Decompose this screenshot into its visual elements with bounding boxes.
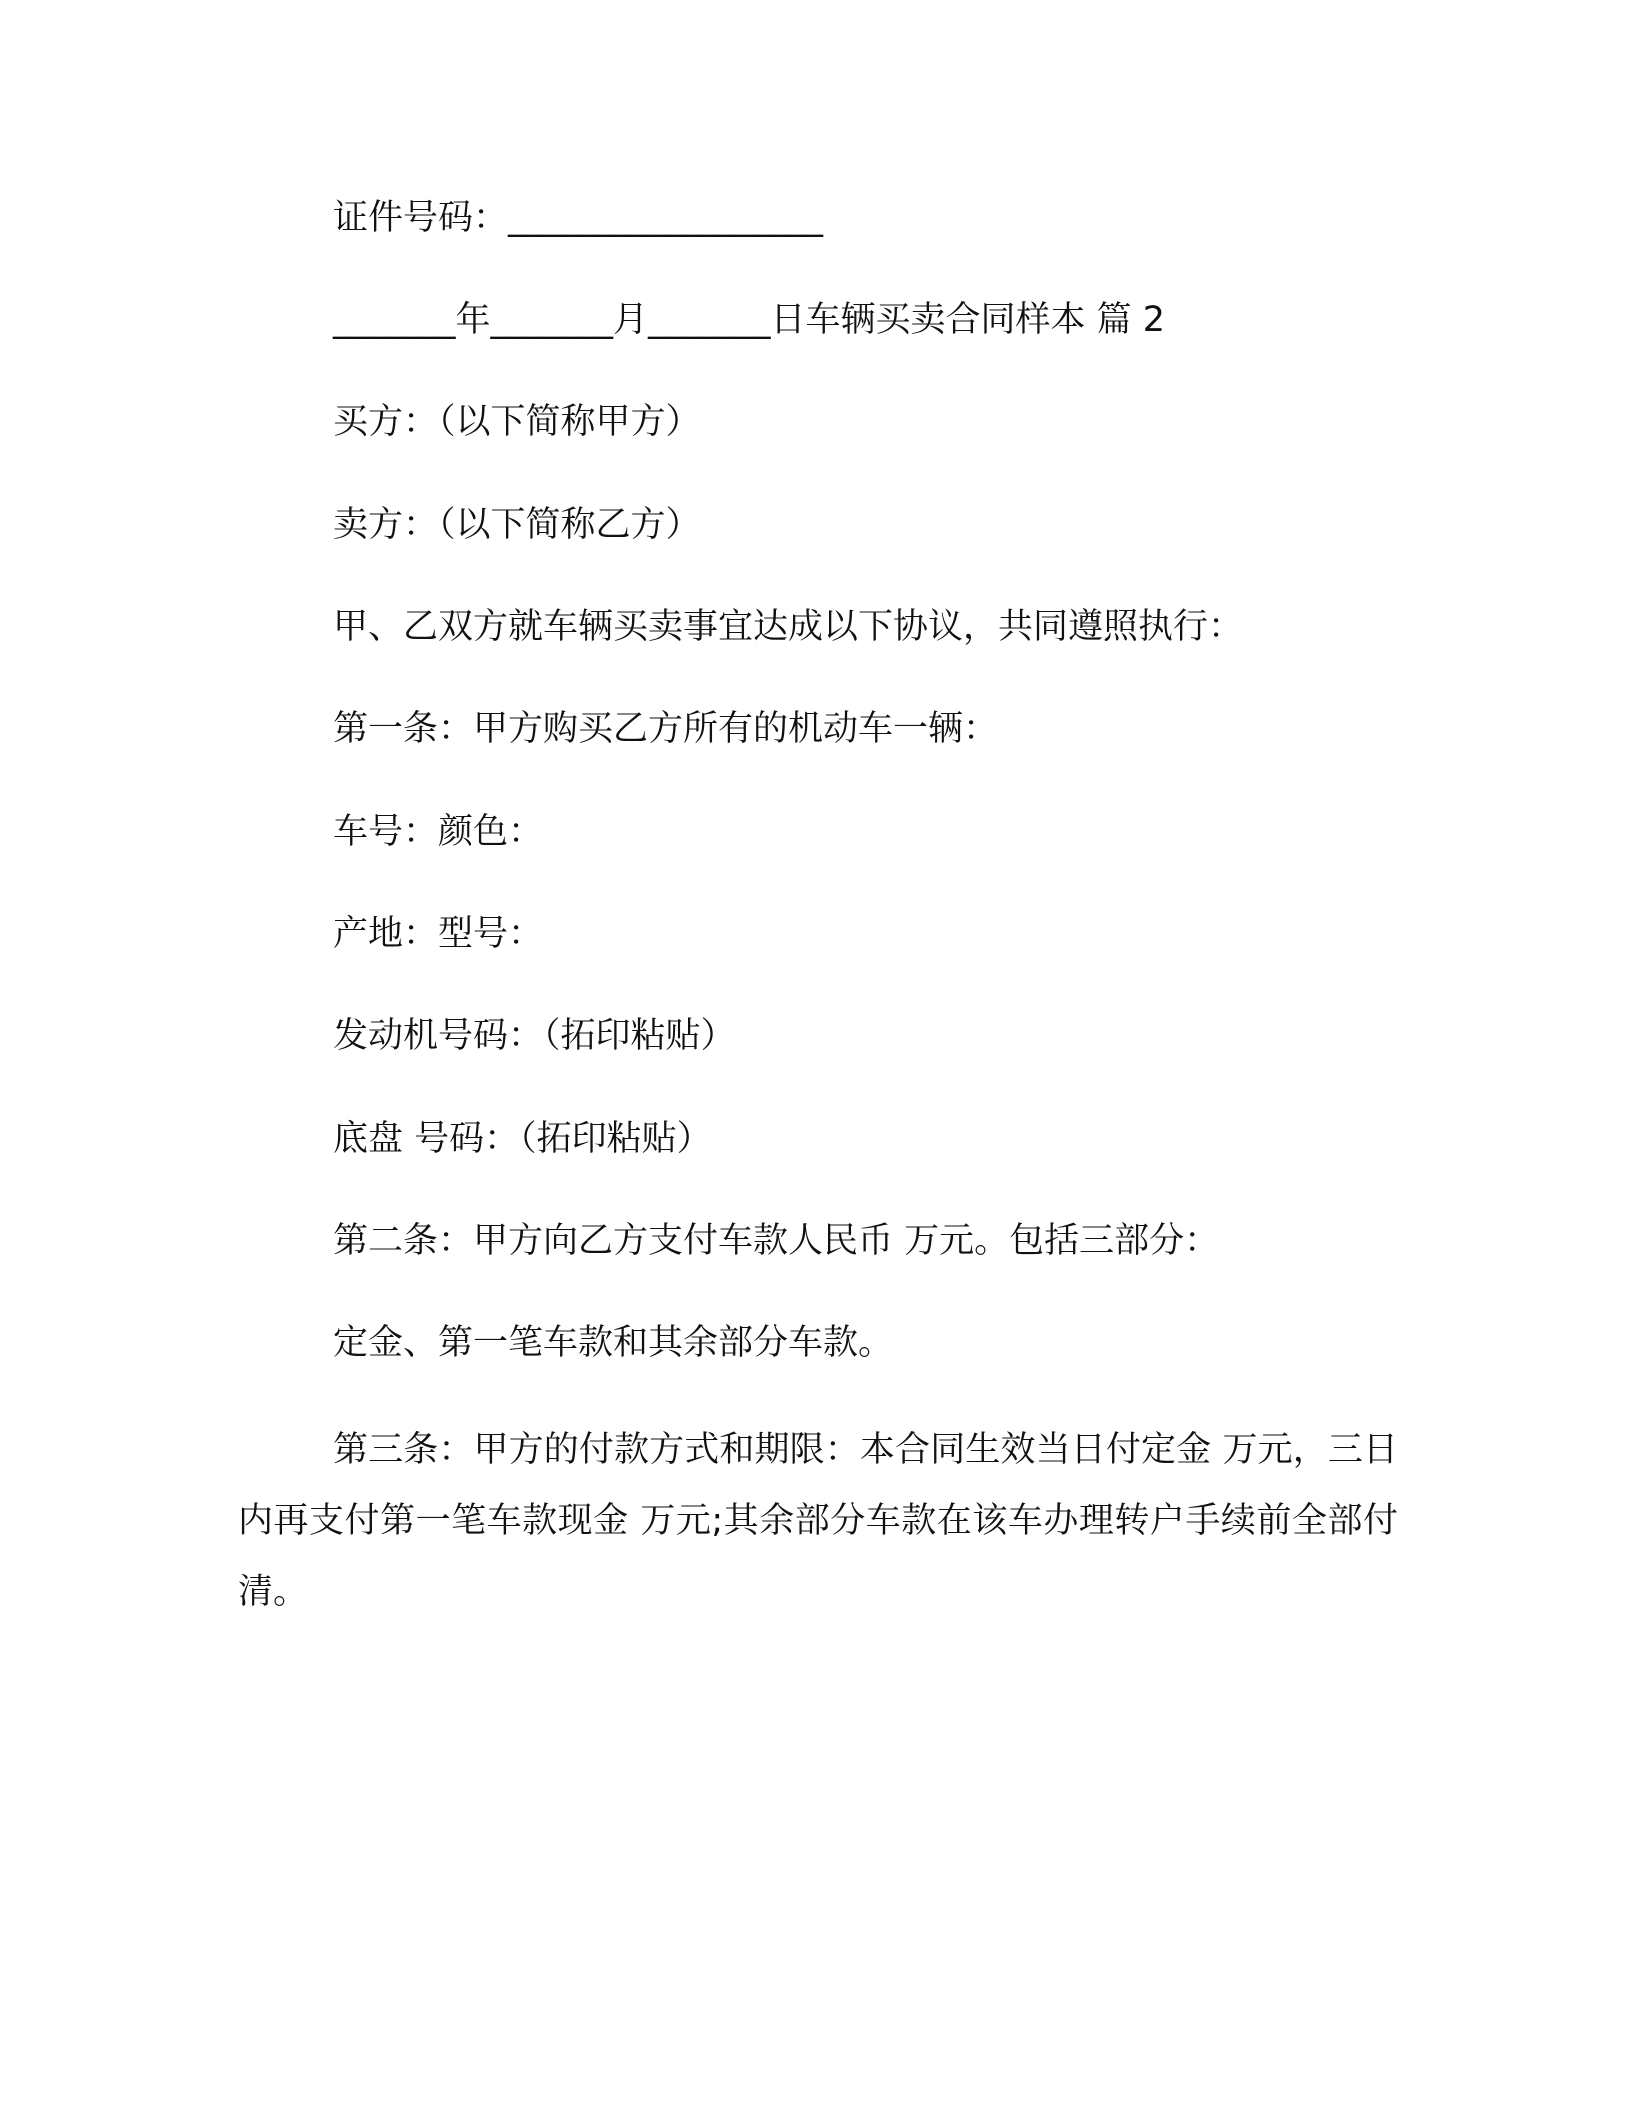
- engine-number-line: 发动机号码：（拓印粘贴）: [333, 1016, 736, 1056]
- article-2-line: 第二条：甲方向乙方支付车款人民币 万元。包括三部分：: [333, 1221, 1220, 1261]
- chassis-number-line: 底盘 号码：（拓印粘贴）: [333, 1119, 712, 1159]
- origin-model-line: 产地：型号：: [333, 914, 544, 954]
- id-number-line: 证件号码：__________________: [333, 198, 824, 238]
- plate-color-line: 车号：颜色：: [333, 812, 544, 852]
- buyer-line: 买方：（以下简称甲方）: [333, 402, 701, 442]
- agreement-intro-line: 甲、乙双方就车辆买卖事宜达成以下协议，共同遵照执行：: [333, 607, 1244, 647]
- date-title-line: _______年_______月_______日车辆买卖合同样本 篇 2: [333, 300, 1166, 340]
- seller-line: 卖方：（以下简称乙方）: [333, 505, 701, 545]
- article-1-line: 第一条：甲方购买乙方所有的机动车一辆：: [333, 709, 999, 749]
- article-3-paragraph: 第三条：甲方的付款方式和期限：本合同生效当日付定金 万元，三日内再支付第一笔车款现金 万元;其余部分车款在该车办理转户手续前全部付清。: [238, 1430, 1398, 1612]
- payment-parts-line: 定金、第一笔车款和其余部分车款。: [333, 1323, 894, 1363]
